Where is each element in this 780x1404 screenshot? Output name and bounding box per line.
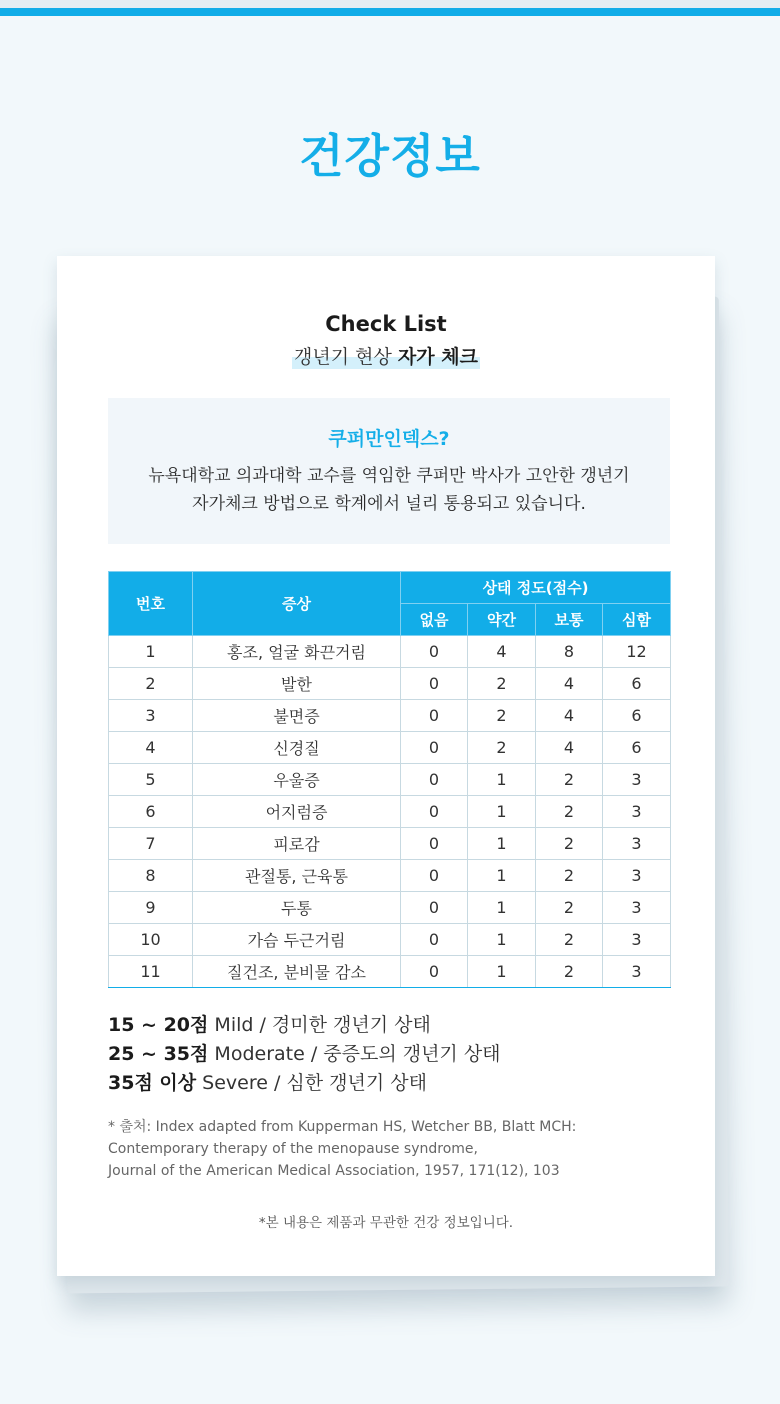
top-bar — [0, 0, 780, 16]
header-none: 없음 — [401, 604, 468, 636]
level-mild — [108, 1011, 670, 1040]
row-no: 4 — [109, 732, 193, 764]
row-score-moderate: 4 — [536, 700, 603, 732]
page-title: 건강정보 — [299, 129, 481, 183]
row-no: 5 — [109, 764, 193, 796]
checklist-card — [57, 256, 715, 1276]
level-range: 15 ~ 20점 — [108, 1014, 209, 1036]
row-score-moderate: 2 — [536, 956, 603, 988]
row-score-severe: 3 — [603, 892, 671, 924]
row-no: 2 — [109, 668, 193, 700]
row-symptom: 어지럼증 — [193, 796, 401, 828]
checklist-subtitle-normal: 갱년기 현상 — [294, 346, 398, 368]
row-no: 1 — [109, 636, 193, 668]
top-accent-line — [0, 8, 780, 16]
row-score-moderate: 2 — [536, 892, 603, 924]
level-desc: Severe / 심한 갱년기 상태 — [196, 1072, 427, 1094]
level-moderate — [108, 1040, 670, 1069]
row-no: 6 — [109, 796, 193, 828]
row-score-severe: 6 — [603, 732, 671, 764]
source-line-2: Contemporary therapy of the menopause syndrome, — [108, 1141, 478, 1157]
row-score-moderate: 4 — [536, 668, 603, 700]
row-score-mild: 1 — [468, 828, 536, 860]
row-symptom: 관절통, 근육통 — [193, 860, 401, 892]
row-score-none: 0 — [401, 828, 468, 860]
level-range: 25 ~ 35점 — [108, 1043, 209, 1065]
source-citation — [108, 1116, 670, 1182]
row-score-moderate: 2 — [536, 924, 603, 956]
row-score-mild: 1 — [468, 860, 536, 892]
table-row — [109, 668, 671, 700]
source-line-1: * 출처: Index adapted from Kupperman HS, Wetcher BB, Blatt MCH: — [108, 1119, 577, 1135]
row-score-mild: 4 — [468, 636, 536, 668]
row-score-severe: 3 — [603, 956, 671, 988]
source-line-3: Journal of the American Medical Association, 1957, 171(12), 103 — [108, 1163, 560, 1179]
header-moderate: 보통 — [536, 604, 603, 636]
severity-levels — [108, 1011, 670, 1098]
row-score-severe: 12 — [603, 636, 671, 668]
row-score-mild: 1 — [468, 796, 536, 828]
row-score-mild: 1 — [468, 892, 536, 924]
table-row — [109, 956, 671, 988]
row-no: 11 — [109, 956, 193, 988]
row-score-severe: 3 — [603, 924, 671, 956]
row-symptom: 신경질 — [193, 732, 401, 764]
row-score-severe: 3 — [603, 860, 671, 892]
row-symptom: 불면증 — [193, 700, 401, 732]
row-score-mild: 2 — [468, 700, 536, 732]
info-line-2: 자가체크 방법으로 학계에서 널리 통용되고 있습니다. — [192, 494, 586, 514]
checklist-title: Check List — [325, 312, 447, 336]
level-severe — [108, 1069, 670, 1098]
table-row — [109, 764, 671, 796]
level-range: 35점 이상 — [108, 1072, 197, 1094]
table-row — [109, 636, 671, 668]
row-score-none: 0 — [401, 924, 468, 956]
row-score-severe: 3 — [603, 796, 671, 828]
row-no: 9 — [109, 892, 193, 924]
row-symptom: 질건조, 분비물 감소 — [193, 956, 401, 988]
header-symptom: 증상 — [193, 572, 401, 636]
row-score-moderate: 4 — [536, 732, 603, 764]
row-score-none: 0 — [401, 636, 468, 668]
checklist-subtitle-bold: 자가 체크 — [397, 346, 478, 368]
row-score-none: 0 — [401, 732, 468, 764]
row-score-severe: 6 — [603, 700, 671, 732]
row-score-severe: 3 — [603, 764, 671, 796]
info-title: 쿠퍼만인덱스? — [328, 428, 450, 450]
table-row — [109, 924, 671, 956]
row-no: 10 — [109, 924, 193, 956]
row-score-none: 0 — [401, 668, 468, 700]
row-score-severe: 3 — [603, 828, 671, 860]
row-score-mild: 1 — [468, 764, 536, 796]
row-score-moderate: 2 — [536, 796, 603, 828]
checklist-subtitle-wrap — [57, 342, 715, 369]
table-row — [109, 732, 671, 764]
row-score-none: 0 — [401, 796, 468, 828]
row-score-mild: 2 — [468, 732, 536, 764]
row-score-none: 0 — [401, 860, 468, 892]
table-row — [109, 860, 671, 892]
row-symptom: 두통 — [193, 892, 401, 924]
disclaimer-note: *본 내용은 제품과 무관한 건강 정보입니다. — [258, 1215, 514, 1231]
table-row — [109, 700, 671, 732]
table-row — [109, 796, 671, 828]
header-degree: 상태 정도(점수) — [401, 572, 671, 604]
info-line-1: 뉴욕대학교 의과대학 교수를 역임한 쿠퍼만 박사가 고안한 갱년기 — [148, 466, 630, 486]
row-symptom: 피로감 — [193, 828, 401, 860]
row-score-mild: 1 — [468, 924, 536, 956]
row-symptom: 발한 — [193, 668, 401, 700]
row-score-moderate: 2 — [536, 828, 603, 860]
row-symptom: 우울증 — [193, 764, 401, 796]
header-no: 번호 — [109, 572, 193, 636]
row-score-moderate: 2 — [536, 764, 603, 796]
row-score-moderate: 8 — [536, 636, 603, 668]
row-score-mild: 1 — [468, 956, 536, 988]
header-mild: 약간 — [468, 604, 536, 636]
row-score-none: 0 — [401, 764, 468, 796]
row-score-none: 0 — [401, 892, 468, 924]
row-symptom: 홍조, 얼굴 화끈거림 — [193, 636, 401, 668]
row-score-none: 0 — [401, 700, 468, 732]
row-symptom: 가슴 두근거림 — [193, 924, 401, 956]
checklist-subtitle — [292, 342, 480, 369]
level-desc: Moderate / 중증도의 갱년기 상태 — [208, 1043, 501, 1065]
table-row — [109, 828, 671, 860]
kupperman-score-table — [108, 571, 671, 988]
row-no: 7 — [109, 828, 193, 860]
row-score-none: 0 — [401, 956, 468, 988]
info-text — [118, 462, 660, 518]
row-score-moderate: 2 — [536, 860, 603, 892]
level-desc: Mild / 경미한 갱년기 상태 — [208, 1014, 431, 1036]
row-no: 3 — [109, 700, 193, 732]
kupperman-info-box — [108, 398, 670, 544]
row-score-severe: 6 — [603, 668, 671, 700]
table-row — [109, 892, 671, 924]
header-severe: 심함 — [603, 604, 671, 636]
row-score-mild: 2 — [468, 668, 536, 700]
row-no: 8 — [109, 860, 193, 892]
